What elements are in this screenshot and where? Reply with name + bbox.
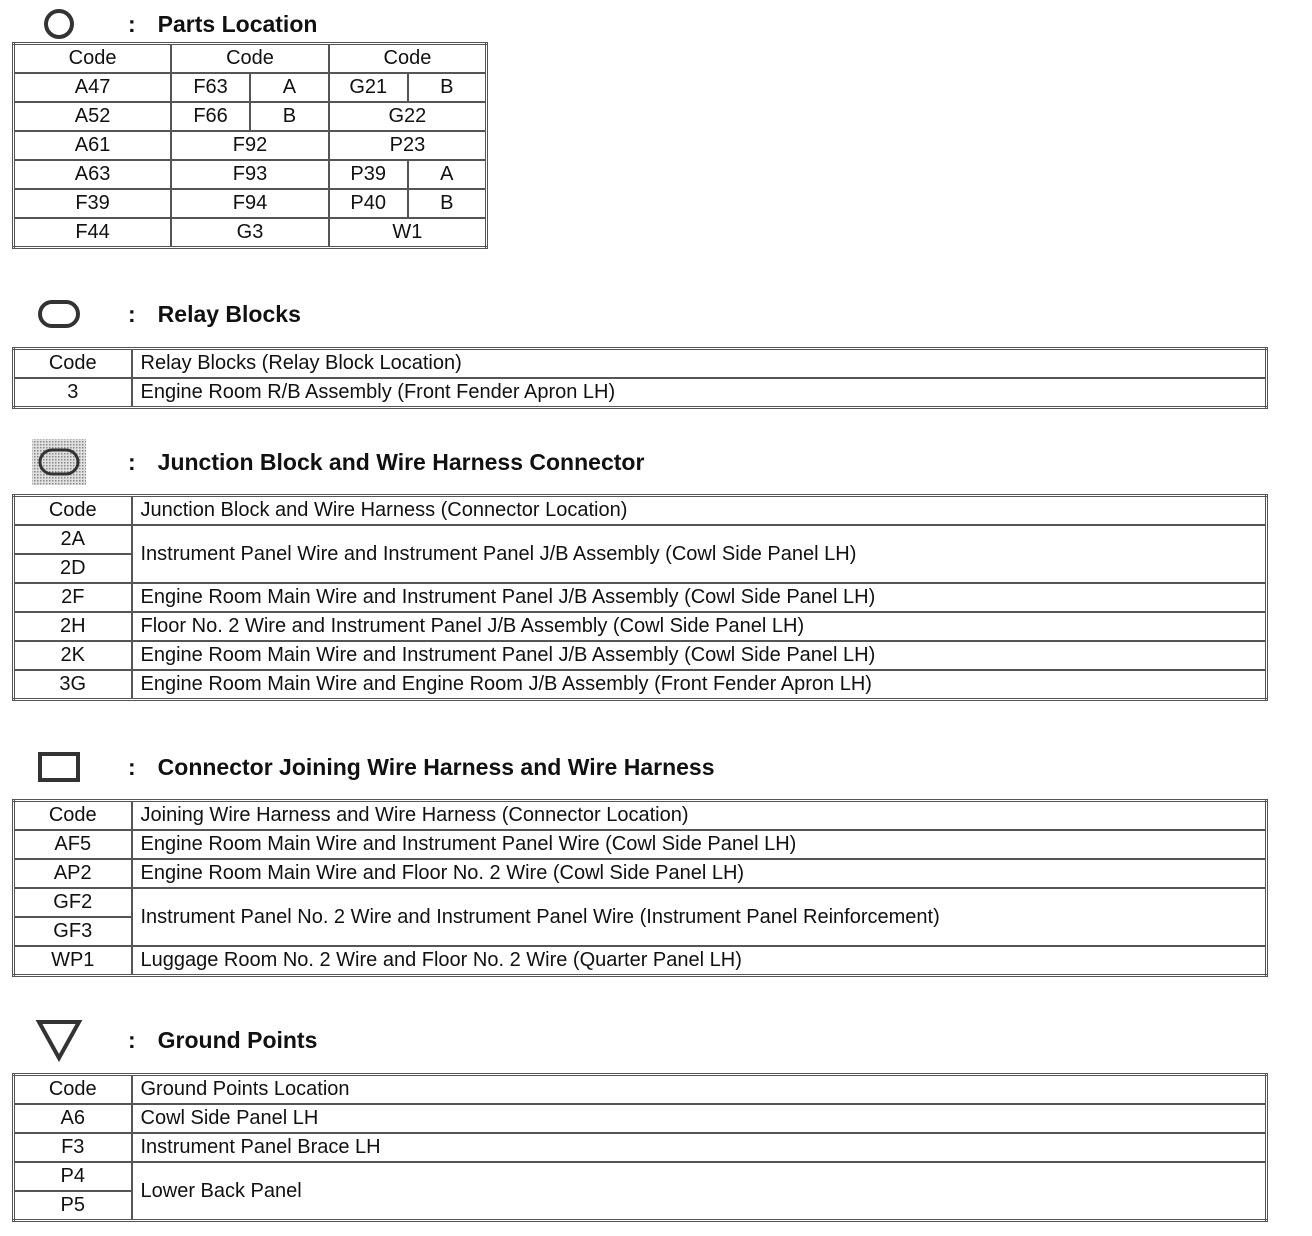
description-cell: Lower Back Panel <box>132 1162 1267 1221</box>
description-cell: Instrument Panel No. 2 Wire and Instrument Panel Wire (Instrument Panel Reinforcement) <box>132 888 1267 946</box>
code-cell: P23 <box>329 131 487 160</box>
section-title: Ground Points <box>157 1026 318 1053</box>
code-cell: P40 <box>329 189 408 218</box>
code-cell: G3 <box>171 218 329 248</box>
code-cell: 2H <box>14 612 132 641</box>
parts-location-heading <box>24 0 317 48</box>
code-cell: P4 <box>14 1162 132 1191</box>
code-cell: 2K <box>14 641 132 670</box>
junction-block-table <box>12 494 1268 701</box>
column-header: Joining Wire Harness and Wire Harness (Connector Location) <box>132 801 1267 831</box>
table-row <box>14 946 1267 976</box>
code-cell: G21 <box>329 73 408 102</box>
code-cell: F39 <box>14 189 172 218</box>
column-header: Code <box>14 349 132 379</box>
sub-cell: A <box>250 73 329 102</box>
code-cell: AP2 <box>14 859 132 888</box>
table-row <box>14 888 1267 917</box>
connector-joining-table <box>12 799 1268 977</box>
code-cell: P39 <box>329 160 408 189</box>
code-cell: 3 <box>14 378 132 408</box>
section-title: Relay Blocks <box>157 300 301 327</box>
ground-points-heading <box>24 1016 317 1064</box>
code-cell: G22 <box>329 102 487 131</box>
rounded-rect-icon <box>24 290 94 338</box>
colon: : <box>128 448 136 475</box>
code-cell: GF3 <box>14 917 132 946</box>
code-cell: P5 <box>14 1191 132 1221</box>
relay-blocks-table <box>12 347 1268 409</box>
description-cell: Instrument Panel Brace LH <box>132 1133 1267 1162</box>
code-cell: F3 <box>14 1133 132 1162</box>
description-cell: Engine Room R/B Assembly (Front Fender Apron LH) <box>132 378 1267 408</box>
colon: : <box>128 10 136 37</box>
code-cell: F66 <box>171 102 250 131</box>
section-title: Connector Joining Wire Harness and Wire Harness <box>157 753 715 780</box>
description-cell: Engine Room Main Wire and Instrument Panel J/B Assembly (Cowl Side Panel LH) <box>132 641 1267 670</box>
column-header: Relay Blocks (Relay Block Location) <box>132 349 1267 379</box>
connector-joining-heading <box>24 743 715 791</box>
column-header: Ground Points Location <box>132 1075 1267 1105</box>
code-cell: 3G <box>14 670 132 700</box>
junction-block-heading <box>24 438 644 486</box>
sub-cell: B <box>250 102 329 131</box>
section-title: Parts Location <box>157 10 318 37</box>
table-row <box>14 612 1267 641</box>
colon: : <box>128 300 136 327</box>
relay-blocks-heading <box>24 290 301 338</box>
description-cell: Engine Room Main Wire and Engine Room J/B Assembly (Front Fender Apron LH) <box>132 670 1267 700</box>
table-row <box>14 160 487 189</box>
description-cell: Cowl Side Panel LH <box>132 1104 1267 1133</box>
code-cell: W1 <box>329 218 487 248</box>
table-row <box>14 1104 1267 1133</box>
column-header: Code <box>14 44 172 74</box>
column-header: Code <box>329 44 487 74</box>
code-cell: A6 <box>14 1104 132 1133</box>
triangle-down-icon <box>24 1016 94 1064</box>
code-cell: A63 <box>14 160 172 189</box>
description-cell: Engine Room Main Wire and Instrument Panel Wire (Cowl Side Panel LH) <box>132 830 1267 859</box>
ground-points-table <box>12 1073 1268 1222</box>
table-row <box>14 830 1267 859</box>
table-row <box>14 525 1267 554</box>
code-cell: WP1 <box>14 946 132 976</box>
code-cell: 2D <box>14 554 132 583</box>
column-header: Code <box>14 496 132 526</box>
description-cell: Luggage Room No. 2 Wire and Floor No. 2 Wire (Quarter Panel LH) <box>132 946 1267 976</box>
code-cell: F94 <box>171 189 329 218</box>
sub-cell: B <box>408 73 487 102</box>
code-cell: F92 <box>171 131 329 160</box>
parts-location-table <box>12 42 488 249</box>
description-cell: Engine Room Main Wire and Floor No. 2 Wire (Cowl Side Panel LH) <box>132 859 1267 888</box>
code-cell: F44 <box>14 218 172 248</box>
code-cell: GF2 <box>14 888 132 917</box>
table-row <box>14 189 487 218</box>
column-header: Code <box>171 44 329 74</box>
table-row <box>14 102 487 131</box>
description-cell: Floor No. 2 Wire and Instrument Panel J/B Assembly (Cowl Side Panel LH) <box>132 612 1267 641</box>
code-cell: AF5 <box>14 830 132 859</box>
column-header: Junction Block and Wire Harness (Connector Location) <box>132 496 1267 526</box>
table-row <box>14 1162 1267 1191</box>
code-cell: A52 <box>14 102 172 131</box>
column-header: Code <box>14 801 132 831</box>
sub-cell: A <box>408 160 487 189</box>
code-cell: A47 <box>14 73 172 102</box>
shaded-oval-icon <box>24 438 94 486</box>
circle-icon <box>24 0 94 48</box>
column-header: Code <box>14 1075 132 1105</box>
sub-cell: B <box>408 189 487 218</box>
table-row <box>14 1133 1267 1162</box>
description-cell: Instrument Panel Wire and Instrument Panel J/B Assembly (Cowl Side Panel LH) <box>132 525 1267 583</box>
section-title: Junction Block and Wire Harness Connector <box>157 448 645 475</box>
table-row <box>14 131 487 160</box>
table-row <box>14 378 1267 408</box>
table-row <box>14 218 487 248</box>
table-row <box>14 641 1267 670</box>
code-cell: 2A <box>14 525 132 554</box>
code-cell: F63 <box>171 73 250 102</box>
table-row <box>14 73 487 102</box>
code-cell: F93 <box>171 160 329 189</box>
colon: : <box>128 753 136 780</box>
code-cell: 2F <box>14 583 132 612</box>
table-row <box>14 670 1267 700</box>
code-cell: A61 <box>14 131 172 160</box>
description-cell: Engine Room Main Wire and Instrument Panel J/B Assembly (Cowl Side Panel LH) <box>132 583 1267 612</box>
table-row <box>14 583 1267 612</box>
colon: : <box>128 1026 136 1053</box>
table-row <box>14 859 1267 888</box>
square-icon <box>24 743 94 791</box>
